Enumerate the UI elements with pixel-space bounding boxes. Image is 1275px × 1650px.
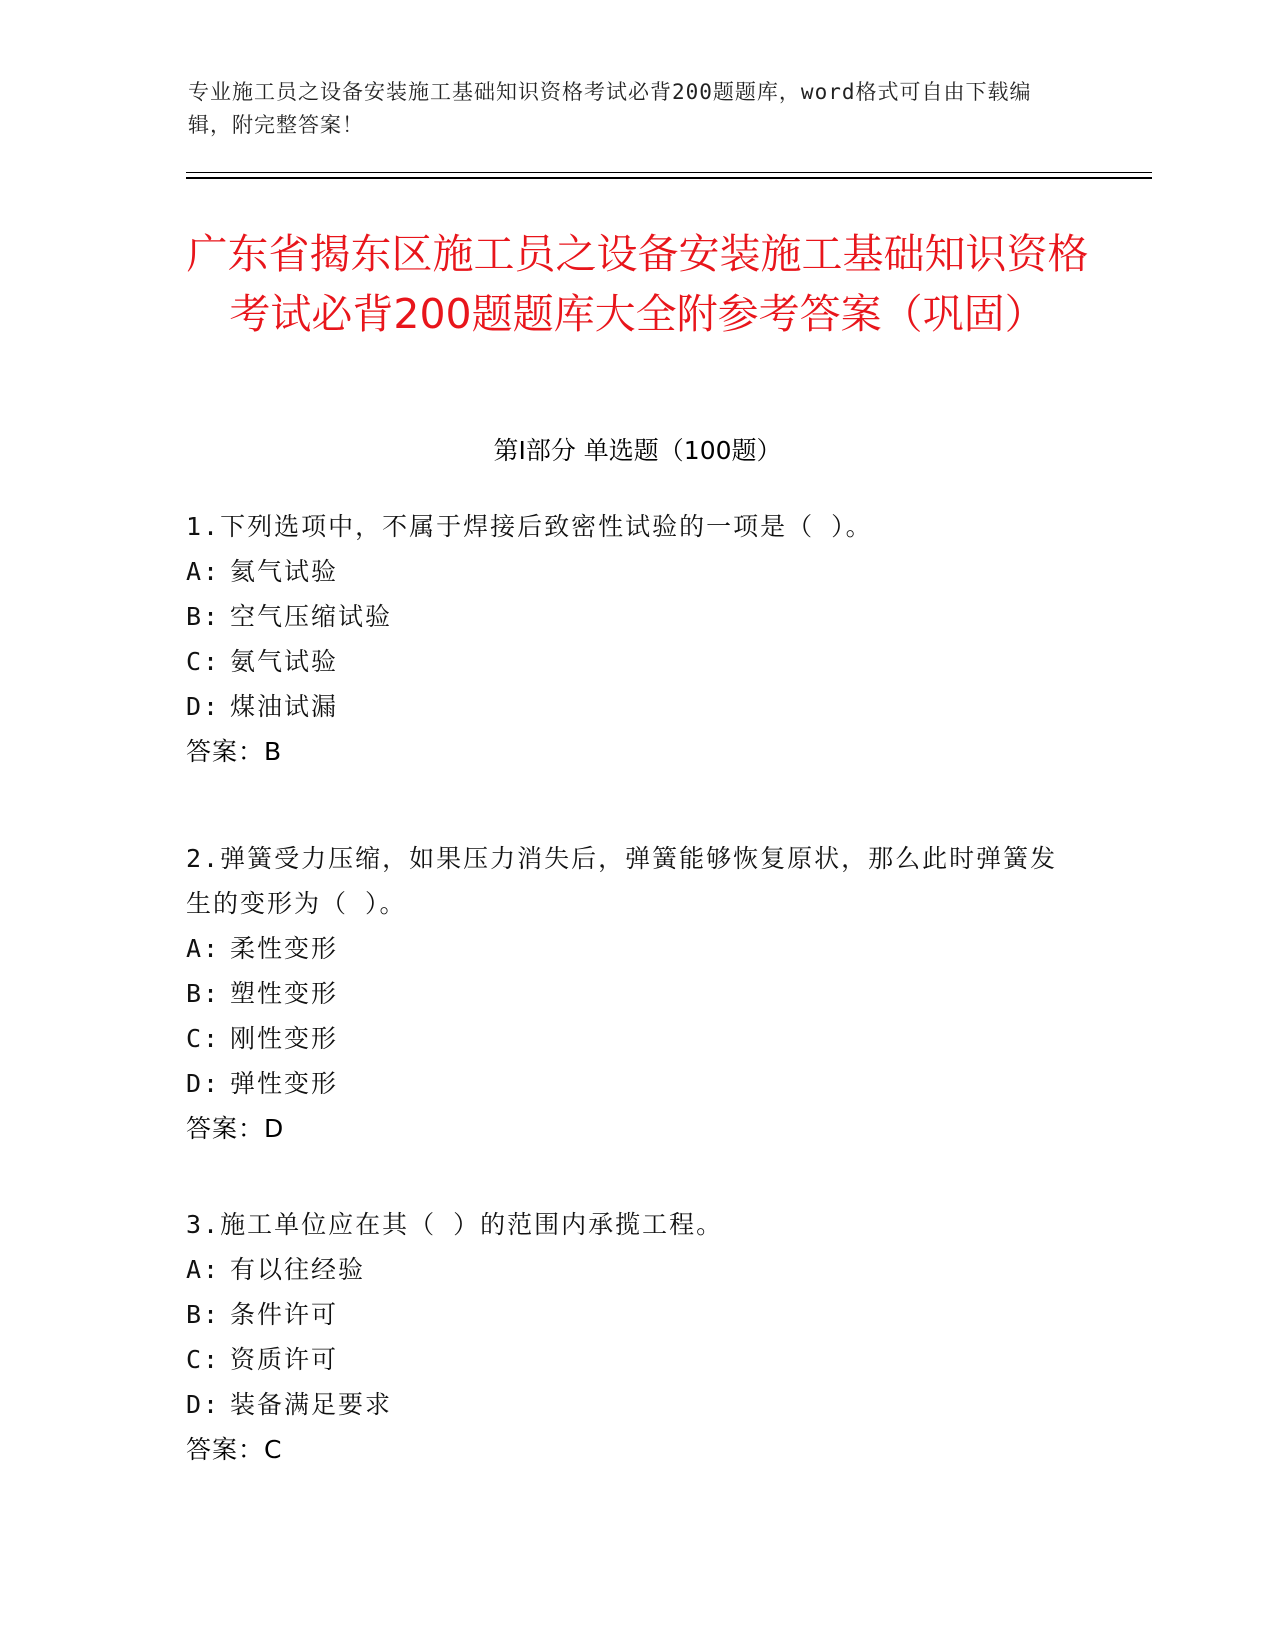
header-divider-thick: [186, 177, 1152, 179]
option-letter: B:: [186, 602, 221, 631]
option-letter: A:: [186, 1255, 221, 1284]
header-note: 专业施工员之设备安装施工基础知识资格考试必背200题题库，word格式可自由下载编辑，附完整答案！: [188, 80, 1032, 137]
option-letter: C:: [186, 1345, 221, 1374]
option-text: 资质许可: [230, 1345, 339, 1374]
option-a: [186, 1247, 1066, 1292]
answer-line: 答案：D: [186, 1114, 285, 1143]
option-text: 塑性变形: [230, 979, 339, 1008]
question-stem: 2.弹簧受力压缩，如果压力消失后，弹簧能够恢复原状，那么此时弹簧发生的变形为（ ）。: [186, 844, 1058, 918]
option-text: 氦气试验: [230, 557, 339, 586]
question-stem: 3.施工单位应在其（ ）的范围内承揽工程。: [186, 1210, 724, 1239]
option-text: 空气压缩试验: [230, 602, 393, 631]
option-letter: D:: [186, 1069, 221, 1098]
option-a: [186, 549, 1066, 594]
option-text: 煤油试漏: [230, 692, 339, 721]
option-b: [186, 1292, 1066, 1337]
option-text: 刚性变形: [230, 1024, 339, 1053]
option-letter: C:: [186, 647, 221, 676]
document-title: 广东省揭东区施工员之设备安装施工基础知识资格考试必背200题题库大全附参考答案（巩固）: [186, 230, 1089, 338]
option-b: [186, 594, 1066, 639]
option-text: 有以往经验: [230, 1255, 366, 1284]
option-a: [186, 926, 1066, 971]
option-text: 条件许可: [230, 1300, 339, 1329]
option-letter: D:: [186, 692, 221, 721]
answer-line: 答案：C: [186, 1435, 283, 1464]
question-1: [186, 504, 1066, 774]
option-c: [186, 639, 1066, 684]
option-letter: A:: [186, 557, 221, 586]
question-stem: 1.下列选项中，不属于焊接后致密性试验的一项是（ ）。: [186, 512, 873, 541]
option-text: 装备满足要求: [230, 1390, 393, 1419]
option-letter: D:: [186, 1390, 221, 1419]
question-2: [186, 836, 1066, 1151]
option-text: 弹性变形: [230, 1069, 339, 1098]
option-d: [186, 1382, 1066, 1427]
option-d: [186, 684, 1066, 729]
option-letter: B:: [186, 1300, 221, 1329]
answer-line: 答案：B: [186, 737, 283, 766]
option-letter: B:: [186, 979, 221, 1008]
option-c: [186, 1016, 1066, 1061]
option-b: [186, 971, 1066, 1016]
option-text: 氨气试验: [230, 647, 339, 676]
option-letter: C:: [186, 1024, 221, 1053]
option-c: [186, 1337, 1066, 1382]
option-d: [186, 1061, 1066, 1106]
header-divider-thin: [186, 172, 1152, 173]
option-letter: A:: [186, 934, 221, 963]
option-text: 柔性变形: [230, 934, 339, 963]
section-heading: 第I部分 单选题（100题）: [493, 436, 782, 465]
question-3: [186, 1202, 1066, 1472]
